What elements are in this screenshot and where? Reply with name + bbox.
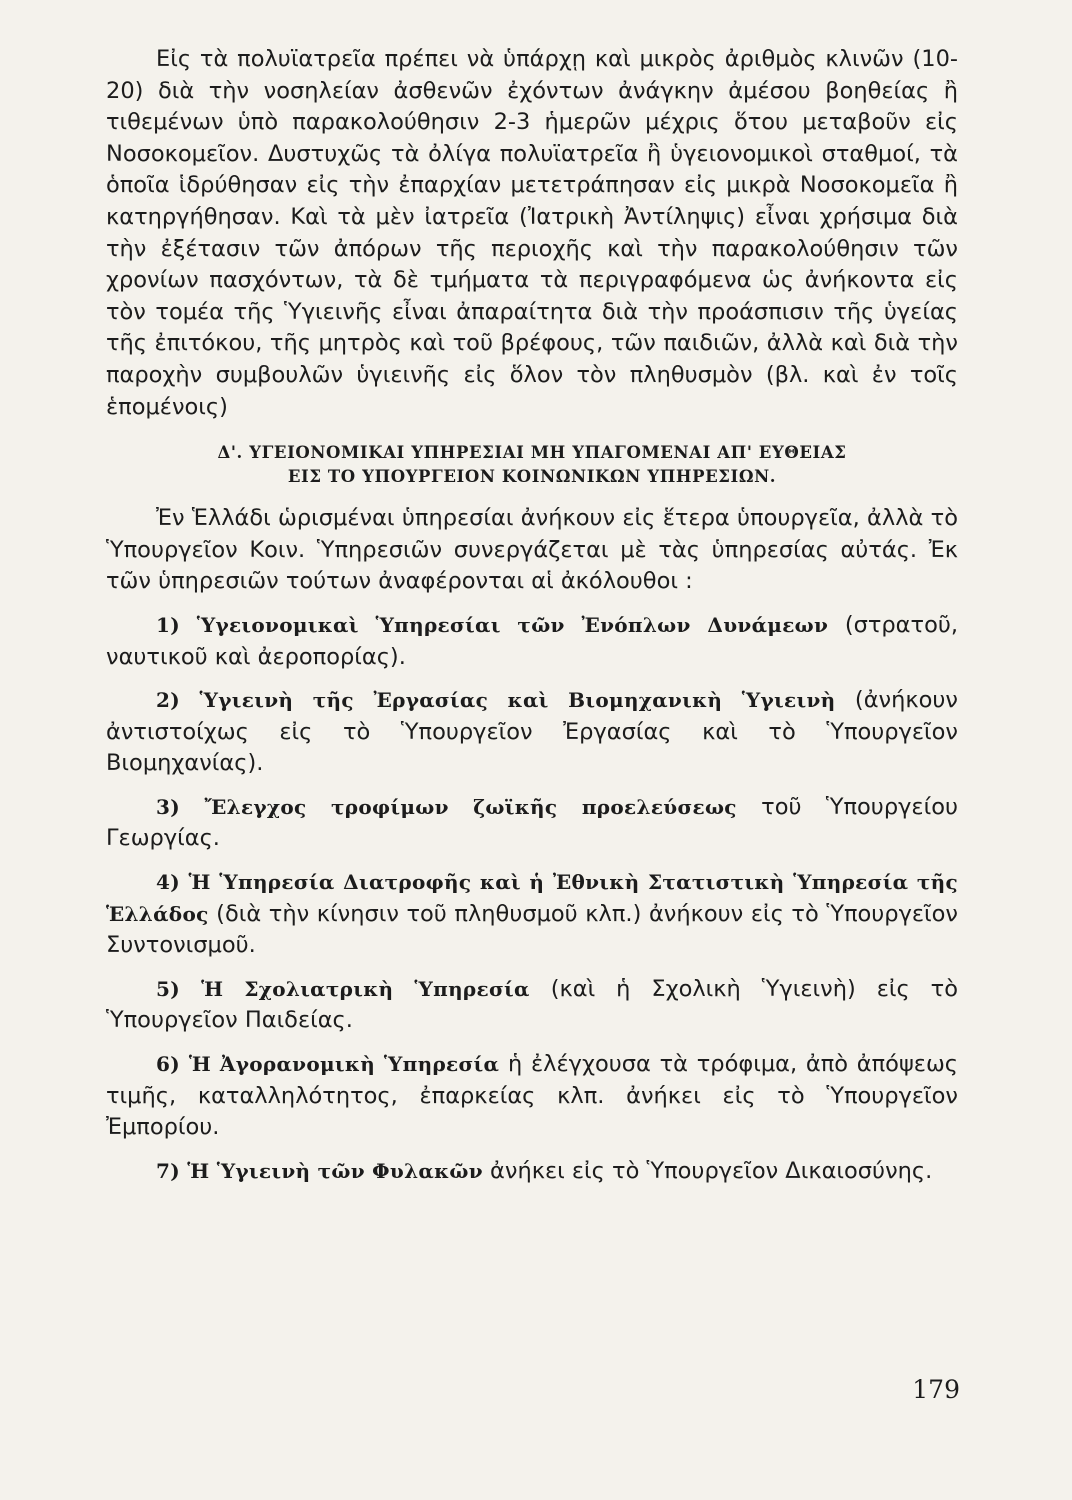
list-item-title: 7) Ἡ Ὑγιεινὴ τῶν Φυλακῶν <box>156 1158 483 1183</box>
list-item-title: 1) Ὑγειονομικαὶ Ὑπηρεσίαι τῶν Ἐνόπλων Δυνάμεων <box>156 612 829 637</box>
list-item <box>106 1156 958 1188</box>
list-item <box>106 867 958 962</box>
list-item-text: (διὰ τὴν κίνησιν τοῦ πληθυσμοῦ κλπ.) ἀνήκουν εἰς τὸ Ὑπουργεῖον Συντονισμοῦ. <box>106 900 958 959</box>
list-item-text: τοῦ Ὑπουργείου Γεωργίας. <box>106 793 958 852</box>
list-item <box>106 974 958 1037</box>
list-item-text: (ἀνήκουν ἀντιστοίχως εἰς τὸ Ὑπουργεῖον Ἐργασίας καὶ τὸ Ὑπουργεῖον Βιομηχανίας). <box>106 687 958 777</box>
list-item-title: 5) Ἡ Σχολιατρικὴ Ὑπηρεσία <box>156 976 530 1001</box>
list-item <box>106 610 958 673</box>
section-heading-line-2: ΕΙΣ ΤΟ ΥΠΟΥΡΓΕΙΟΝ ΚΟΙΝΩΝΙΚΩΝ ΥΠΗΡΕΣΙΩΝ. <box>287 467 777 487</box>
list-item-title: 4) Ἡ Ὑπηρεσία Διατροφῆς καὶ ἡ Ἐθνικὴ Στατιστικὴ Ὑπηρεσία τῆς Ἑλλάδος <box>106 870 958 926</box>
list-item-title: 3) Ἔλεγχος τροφίμων ζωϊκῆς προελεύσεως <box>156 794 737 819</box>
section-heading <box>106 441 958 489</box>
list-item <box>106 792 958 855</box>
section-heading-line-1: Δ'. ΥΓΕΙΟΝΟΜΙΚΑΙ ΥΠΗΡΕΣΙΑΙ ΜΗ ΥΠΑΓΟΜΕΝΑΙ ΑΠ' ΕΥΘΕΙΑΣ <box>217 443 847 463</box>
list-item-title: 2) Ὑγιεινὴ τῆς Ἐργασίας καὶ Βιομηχανικὴ Ὑγιεινὴ <box>156 688 836 713</box>
list-item-text: ἡ ἐλέγχουσα τὰ τρόφιμα, ἀπὸ ἀπόψεως τιμῆς, καταλληλότητος, ἐπαρκείας κλπ. ἀνήκει εἰς τὸ Ὑπουργεῖον Ἐμπορίου. <box>106 1051 958 1141</box>
list-item-text: (καὶ ἡ Σχολικὴ Ὑγιεινὴ) εἰς τὸ Ὑπουργεῖον Παιδείας. <box>106 975 958 1034</box>
section-intro-paragraph: Ἐν Ἑλλάδι ὡρισμέναι ὑπηρεσίαι ἀνήκουν εἰς ἕτερα ὑπουργεῖα, ἀλλὰ τὸ Ὑπουργεῖον Κοιν. Ὑπηρεσιῶν συνεργάζεται μὲ τὰς ὑπηρεσίας αὐτάς. Ἐκ τῶν ὑπηρεσιῶν τούτων ἀναφέρονται αἱ ἀκόλουθοι : <box>106 505 958 595</box>
list-item-text: ἀνήκει εἰς τὸ Ὑπουργεῖον Δικαιοσύνης. <box>482 1157 933 1184</box>
list-item <box>106 1049 958 1144</box>
list-item <box>106 685 958 780</box>
list-item-text: (στρατοῦ, ναυτικοῦ καὶ ἀεροπορίας). <box>106 611 958 670</box>
page-number: 179 <box>912 1375 960 1404</box>
intro-paragraph: Εἰς τὰ πολυϊατρεῖα πρέπει νὰ ὑπάρχῃ καὶ μικρὸς ἀριθμὸς κλινῶν (10-20) διὰ τὴν νοσηλείαν ἀσθενῶν ἐχόντων ἀνάγκην ἀμέσου βοηθείας ἢ τιθεμένων ὑπὸ παρακολούθησιν 2-3 ἡμερῶν μέχρις ὅτου μεταβοῦν εἰς Νοσοκομεῖον. Δυστυχῶς τὰ ὀλίγα πολυϊατρεῖα ἢ ὑγειονομικοὶ σταθμοί, τὰ ὁποῖα ἱδρύθησαν εἰς τὴν ἐπαρχίαν μετετράπησαν εἰς μικρὰ Νοσοκομεῖα ἢ κατηργήθησαν. Καὶ τὰ μὲν ἰατρεῖα (Ἰατρικὴ Ἀντίληψις) εἶναι χρήσιμα διὰ τὴν ἐξέτασιν τῶν ἀπόρων τῆς περιοχῆς καὶ τὴν παρακολούθησιν τῶν χρονίων πασχόντων, τὰ δὲ τμήματα τὰ περιγραφόμενα ὡς ἀνήκοντα εἰς τὸν τομέα τῆς Ὑγιεινῆς εἶναι ἀπαραίτητα διὰ τὴν προάσπισιν τῆς ὑγείας τῆς ἐπιτόκου, τῆς μητρὸς καὶ τοῦ βρέφους, τῶν παιδιῶν, ἀλλὰ καὶ διὰ τὴν παροχὴν συμβουλῶν ὑγιεινῆς εἰς ὅλον τὸν πληθυσμὸν (βλ. καὶ ἐν τοῖς ἑπομένοις) <box>106 46 958 420</box>
list-item-title: 6) Ἡ Ἀγορανομικὴ Ὑπηρεσία <box>156 1052 500 1077</box>
document-page <box>106 44 958 1187</box>
